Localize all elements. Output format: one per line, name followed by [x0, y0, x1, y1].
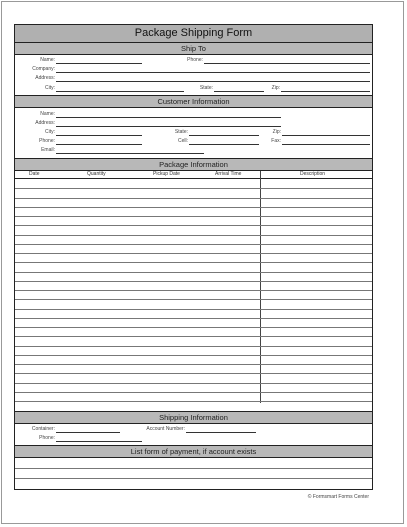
customer-state-field[interactable]: [189, 135, 259, 136]
customer-cell-label: Cell:: [177, 138, 188, 144]
ship-to-company-label: Company:: [32, 66, 55, 72]
package-row-line[interactable]: [15, 281, 372, 282]
shipping-phone-field[interactable]: [56, 441, 142, 442]
col-quantity: Quantity: [87, 171, 106, 177]
ship-to-heading: Ship To: [15, 42, 372, 55]
package-row-line[interactable]: [15, 364, 372, 365]
form-title: Package Shipping Form: [15, 25, 372, 43]
package-row-line[interactable]: [15, 401, 372, 402]
ship-to-name-label: Name:: [40, 57, 55, 63]
package-row-line[interactable]: [15, 188, 372, 189]
package-row-line[interactable]: [15, 225, 372, 226]
ship-to-phone-label: Phone:: [187, 57, 203, 63]
col-date: Date: [29, 171, 40, 177]
col-arrival-time: Arrival Time: [215, 171, 242, 177]
package-row-line[interactable]: [15, 198, 372, 199]
customer-email-field[interactable]: [56, 153, 204, 154]
shipping-heading: Shipping Information: [15, 411, 372, 424]
package-row-line[interactable]: [15, 235, 372, 236]
package-row-line[interactable]: [15, 383, 372, 384]
package-column-headers: [15, 171, 372, 179]
shipping-form: [14, 24, 373, 490]
ship-to-state-field[interactable]: [214, 91, 264, 92]
package-heading: Package Information: [15, 158, 372, 171]
package-row-line[interactable]: [15, 272, 372, 273]
customer-email-label: Email:: [41, 147, 55, 153]
footer-credit: © Formsmart Forms Center: [307, 494, 369, 500]
shipping-carrier-field[interactable]: [56, 432, 120, 433]
shipping-phone-label: Phone:: [39, 435, 55, 441]
package-row-line[interactable]: [15, 392, 372, 393]
ship-to-address-label: Address:: [35, 75, 55, 81]
ship-to-address-field[interactable]: [56, 81, 370, 82]
package-row-line[interactable]: [15, 346, 372, 347]
payment-heading: List form of payment, if account exists: [15, 445, 372, 458]
package-row-line[interactable]: [15, 253, 372, 254]
customer-phone-field[interactable]: [56, 144, 142, 145]
package-row-line[interactable]: [15, 207, 372, 208]
package-row-line[interactable]: [15, 336, 372, 337]
ship-to-name-field[interactable]: [56, 63, 142, 64]
package-row-line[interactable]: [15, 309, 372, 310]
package-row-line[interactable]: [15, 216, 372, 217]
package-row-line[interactable]: [15, 318, 372, 319]
customer-name-label: Name:: [40, 111, 55, 117]
customer-phone-label: Phone:: [39, 138, 55, 144]
customer-zip-label: Zip:: [272, 129, 281, 135]
customer-heading: Customer Information: [15, 95, 372, 108]
payment-line[interactable]: [15, 468, 372, 469]
ship-to-zip-field[interactable]: [281, 91, 370, 92]
package-row-line[interactable]: [15, 355, 372, 356]
shipping-account-field[interactable]: [186, 432, 256, 433]
customer-address-field[interactable]: [56, 126, 281, 127]
ship-to-company-field[interactable]: [56, 72, 370, 73]
package-row-line[interactable]: [15, 290, 372, 291]
package-row-line[interactable]: [15, 244, 372, 245]
ship-to-zip-label: Zip:: [271, 85, 280, 91]
customer-fax-label: Fax:: [271, 138, 281, 144]
customer-zip-field[interactable]: [282, 135, 370, 136]
shipping-carrier-label: Container:: [31, 426, 55, 432]
col-description: Description: [300, 171, 326, 177]
customer-city-field[interactable]: [56, 135, 142, 136]
ship-to-city-field[interactable]: [56, 91, 184, 92]
col-pickup-date: Pickup Date: [153, 171, 180, 177]
package-row-line[interactable]: [15, 373, 372, 374]
ship-to-state-label: State:: [199, 85, 213, 91]
customer-state-label: State:: [174, 129, 188, 135]
ship-to-city-label: City:: [45, 85, 55, 91]
customer-address-label: Address:: [35, 120, 55, 126]
package-row-line[interactable]: [15, 262, 372, 263]
customer-cell-field[interactable]: [189, 144, 259, 145]
customer-city-label: City:: [45, 129, 55, 135]
shipping-account-label: Account Number:: [146, 426, 185, 432]
customer-name-field[interactable]: [56, 117, 281, 118]
ship-to-phone-field[interactable]: [204, 63, 370, 64]
package-row-line[interactable]: [15, 327, 372, 328]
payment-line[interactable]: [15, 478, 372, 479]
package-row-line[interactable]: [15, 299, 372, 300]
customer-fax-field[interactable]: [282, 144, 370, 145]
